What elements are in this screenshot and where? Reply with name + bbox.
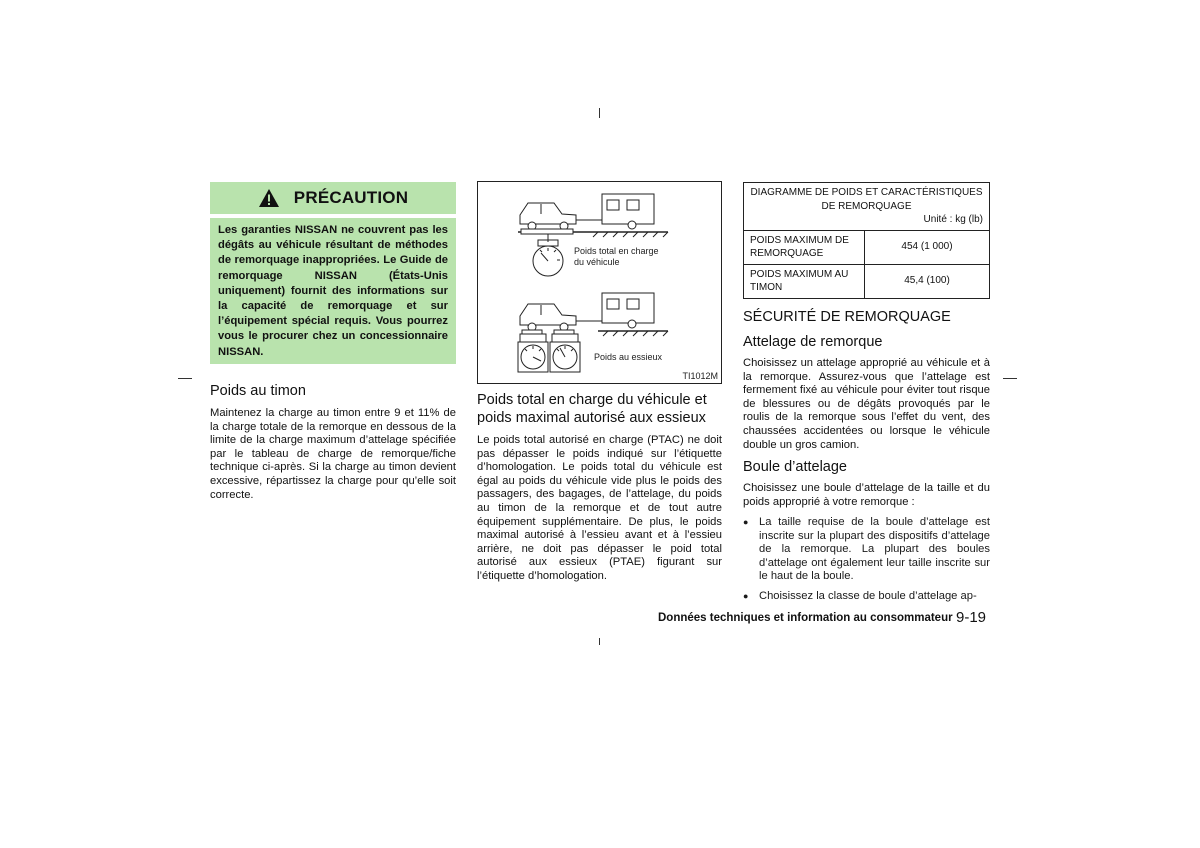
paragraph-hitch-ball: Choisissez une boule d’attelage de la taille et du poids approprié à votre remorque : (743, 482, 990, 508)
table-row-label: POIDS MAXIMUM DE REMORQUAGE (744, 230, 865, 264)
paragraph-vehicle-total-weight: Le poids total autorisé en charge (PTAC) ne doit pas dépasser le poids indiqué sur l’étiquette d’homologation. Le poids total du véhicule est égal au poids du véhicule vide plus le poids des passagers, des bagages, de l’attelage, du poids au timon de la remorque et de tout autre équipement supplémentaire. De plus, le poids maximal autorisé à l’essieu avant et à l’essieu arrière, ne doit pas dépasser le poid total autorisé aux essieux (PTAE) figurant sur l’étiquette d’homologation. (477, 434, 722, 582)
towing-weight-table (743, 182, 990, 299)
footer-section-title: Données techniques et information au consommateur (658, 612, 953, 624)
table-row (744, 230, 990, 264)
table-row-value: 454 (1 000) (865, 230, 990, 264)
paragraph-poids-au-timon: Maintenez la charge au timon entre 9 et 11% de la charge totale de la remorque en dessous de la limite de la charge maximum d’attelage spécifiée par le tableau de charge de remorque/fiche technique ci-après. Si la charge au timon devient excessive, répartissez la charge pour qu’elle soit correcte. (210, 407, 456, 501)
figure-label-axle-weight: Poids au essieux (594, 352, 663, 362)
caution-title: PRÉCAUTION (293, 188, 409, 207)
caution-text: Les garanties NISSAN ne couvrent pas les dégâts au véhicule résultant de méthodes de remorquage inappropriées. Le Guide de remorquage NISSAN (États-Unis uniquement) fournit des informations sur la capacité de remorquage et sur l’équipement spécial requis. Vous pourrez vous le procurer chez un concessionnaire NISSAN. (210, 218, 456, 364)
heading-poids-au-timon: Poids au timon (210, 383, 306, 399)
figure-label-vehicle-total-weight: Poids total en charge du véhicule (574, 246, 659, 267)
paragraph-trailer-hitch: Choisissez un attelage approprié au véhicule et à la remorque. Assurez-vous que l’attelage est fermement fixé au véhicule pour éviter tout risque de blessures ou de dégâts provoqués par le roulis de la remorque sous l’effet du vent, des chaussées accidentées ou lorsque le véhicule double un gros camion. (743, 357, 990, 451)
figure-code: TI1012M (682, 371, 718, 381)
list-item: ● La taille requise de la boule d’attelage est inscrite sur la plupart des dispositifs d’attelage de la remorque. La plupart des boules d’attelage ont également leur taille inscrite sur le haut de la boule. (743, 516, 990, 584)
crop-mark-top (599, 108, 600, 118)
table-row (744, 264, 990, 298)
caution-header (210, 182, 456, 214)
warning-icon (258, 188, 280, 208)
heading-hitch-ball: Boule d’attelage (743, 459, 847, 475)
crop-mark-bottom (599, 638, 600, 645)
hitch-ball-bullet-list (743, 516, 990, 610)
heading-trailer-hitch: Attelage de remorque (743, 334, 883, 350)
table-row-label: POIDS MAXIMUM AU TIMON (744, 264, 865, 298)
crop-mark-right (1003, 378, 1017, 379)
section-title-towing-safety: SÉCURITÉ DE REMORQUAGE (743, 309, 951, 325)
page-number: 9-19 (956, 609, 987, 626)
table-unit: Unité : kg (lb) (923, 214, 983, 225)
crop-mark-left (178, 378, 192, 379)
table-header (744, 183, 990, 231)
heading-vehicle-total-weight: Poids total en charge du véhicule et poids maximal autorisé aux essieux (477, 392, 707, 426)
table-row-value: 45,4 (100) (865, 264, 990, 298)
weight-diagram-figure (477, 181, 722, 384)
list-item: ● Choisissez la classe de boule d’attelage ap- (743, 590, 990, 604)
table-title: DIAGRAMME DE POIDS ET CARACTÉRISTIQUES DE REMORQUAGE (750, 187, 983, 212)
